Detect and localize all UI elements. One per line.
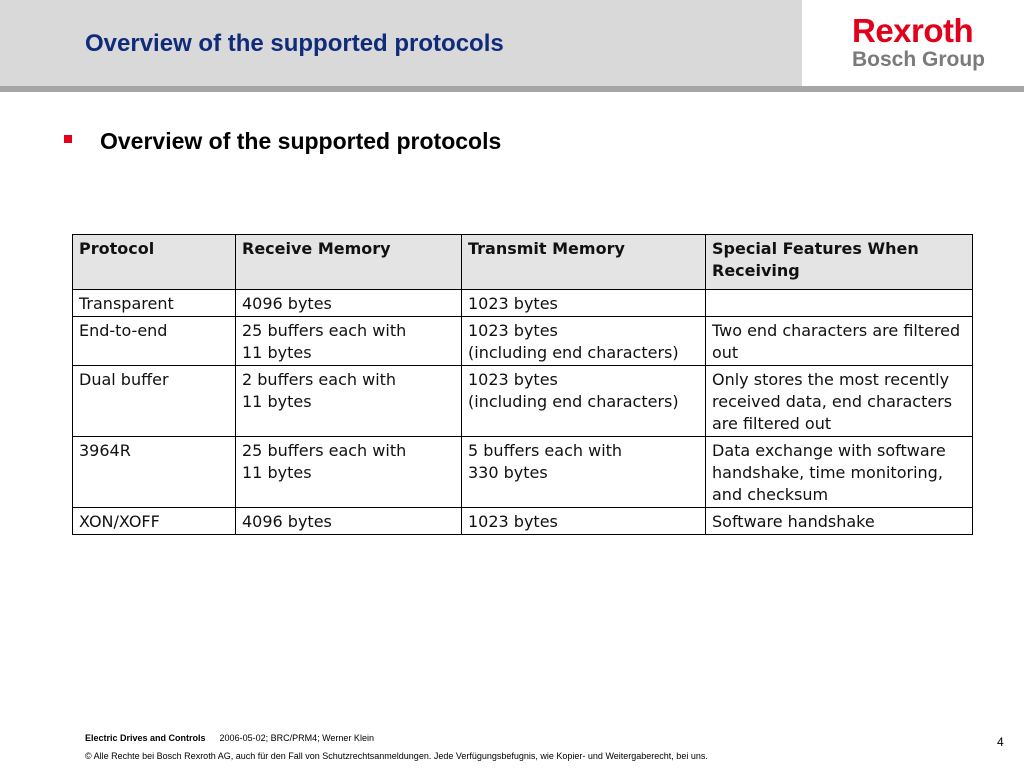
footer-copyright: © Alle Rechte bei Bosch Rexroth AG, auch für den Fall von Schutzrechtsanmeldungen. Jede Verfügungsbefugnis, wie Kopier- und Weitergaberecht, bei uns. xyxy=(85,751,708,761)
cell-text: handshake, time monitoring, xyxy=(712,463,943,482)
slide-title: Overview of the supported protocols xyxy=(85,30,504,57)
column-header xyxy=(462,235,706,290)
cell-text: Dual buffer xyxy=(79,370,169,389)
cell-text: 25 buffers each with xyxy=(242,441,407,460)
cell-text: 4096 bytes xyxy=(242,294,332,313)
red-square-bullet-icon xyxy=(64,135,72,143)
table-cell xyxy=(236,437,462,508)
table-row xyxy=(73,366,973,437)
cell-text: (including end characters) xyxy=(468,392,679,411)
page-number: 4 xyxy=(997,735,1004,749)
table-cell xyxy=(73,508,236,535)
cell-text: 1023 bytes xyxy=(468,294,558,313)
column-header-text: Protocol xyxy=(79,239,155,258)
cell-text: 25 buffers each with xyxy=(242,321,407,340)
bullet-text: Overview of the supported protocols xyxy=(100,128,502,154)
cell-text: 11 bytes xyxy=(242,343,312,362)
table-cell xyxy=(462,366,706,437)
table-cell xyxy=(462,317,706,366)
cell-text: Two end characters are filtered xyxy=(712,321,961,340)
cell-text: Only stores the most recently xyxy=(712,370,950,389)
protocols-table xyxy=(72,234,973,535)
column-header xyxy=(73,235,236,290)
column-header-text: Receiving xyxy=(712,261,800,280)
column-header-text: Special Features When xyxy=(712,239,919,258)
table-body xyxy=(73,290,973,535)
table-header-row xyxy=(73,235,973,290)
cell-text: Transparent xyxy=(79,294,174,313)
cell-text: 11 bytes xyxy=(242,392,312,411)
column-header-text: Receive Memory xyxy=(242,239,391,258)
cell-text: out xyxy=(712,343,739,362)
table-cell xyxy=(236,508,462,535)
cell-text: 1023 bytes xyxy=(468,512,558,531)
cell-text: (including end characters) xyxy=(468,343,679,362)
cell-text: 11 bytes xyxy=(242,463,312,482)
cell-text: received data, end characters xyxy=(712,392,953,411)
cell-text: and checksum xyxy=(712,485,829,504)
footer-info xyxy=(85,733,374,743)
table-cell xyxy=(706,290,973,317)
footer-meta: 2006-05-02; BRC/PRM4; Werner Klein xyxy=(219,733,374,743)
table-cell xyxy=(462,437,706,508)
cell-text: 4096 bytes xyxy=(242,512,332,531)
column-header xyxy=(236,235,462,290)
cell-text: are filtered out xyxy=(712,414,832,433)
cell-text: 1023 bytes xyxy=(468,370,558,389)
table-cell xyxy=(462,290,706,317)
table-cell xyxy=(73,366,236,437)
footer-division: Electric Drives and Controls xyxy=(85,733,206,743)
table-cell xyxy=(73,290,236,317)
table-row xyxy=(73,290,973,317)
cell-text: Data exchange with software xyxy=(712,441,946,460)
table-cell xyxy=(706,366,973,437)
table-row xyxy=(73,508,973,535)
table-cell xyxy=(73,437,236,508)
bullet-item xyxy=(64,128,501,155)
cell-text: 1023 bytes xyxy=(468,321,558,340)
table-cell xyxy=(706,508,973,535)
cell-text: Software handshake xyxy=(712,512,875,531)
cell-text: 330 bytes xyxy=(468,463,548,482)
table-cell xyxy=(236,290,462,317)
table-row xyxy=(73,437,973,508)
table-cell xyxy=(236,366,462,437)
table-cell xyxy=(462,508,706,535)
column-header xyxy=(706,235,973,290)
logo-subline: Bosch Group xyxy=(852,48,986,71)
table-row xyxy=(73,317,973,366)
table-cell xyxy=(236,317,462,366)
slide-header xyxy=(0,0,802,86)
table-cell xyxy=(73,317,236,366)
cell-text: 5 buffers each with xyxy=(468,441,623,460)
column-header-text: Transmit Memory xyxy=(468,239,625,258)
cell-text: 3964R xyxy=(79,441,131,460)
logo-wordmark: Rexroth xyxy=(852,12,974,49)
cell-text: XON/XOFF xyxy=(79,512,160,531)
cell-text: 2 buffers each with xyxy=(242,370,397,389)
cell-text: End-to-end xyxy=(79,321,168,340)
table-cell xyxy=(706,317,973,366)
table-cell xyxy=(706,437,973,508)
header-divider xyxy=(0,86,1024,92)
rexroth-logo xyxy=(802,0,1024,86)
